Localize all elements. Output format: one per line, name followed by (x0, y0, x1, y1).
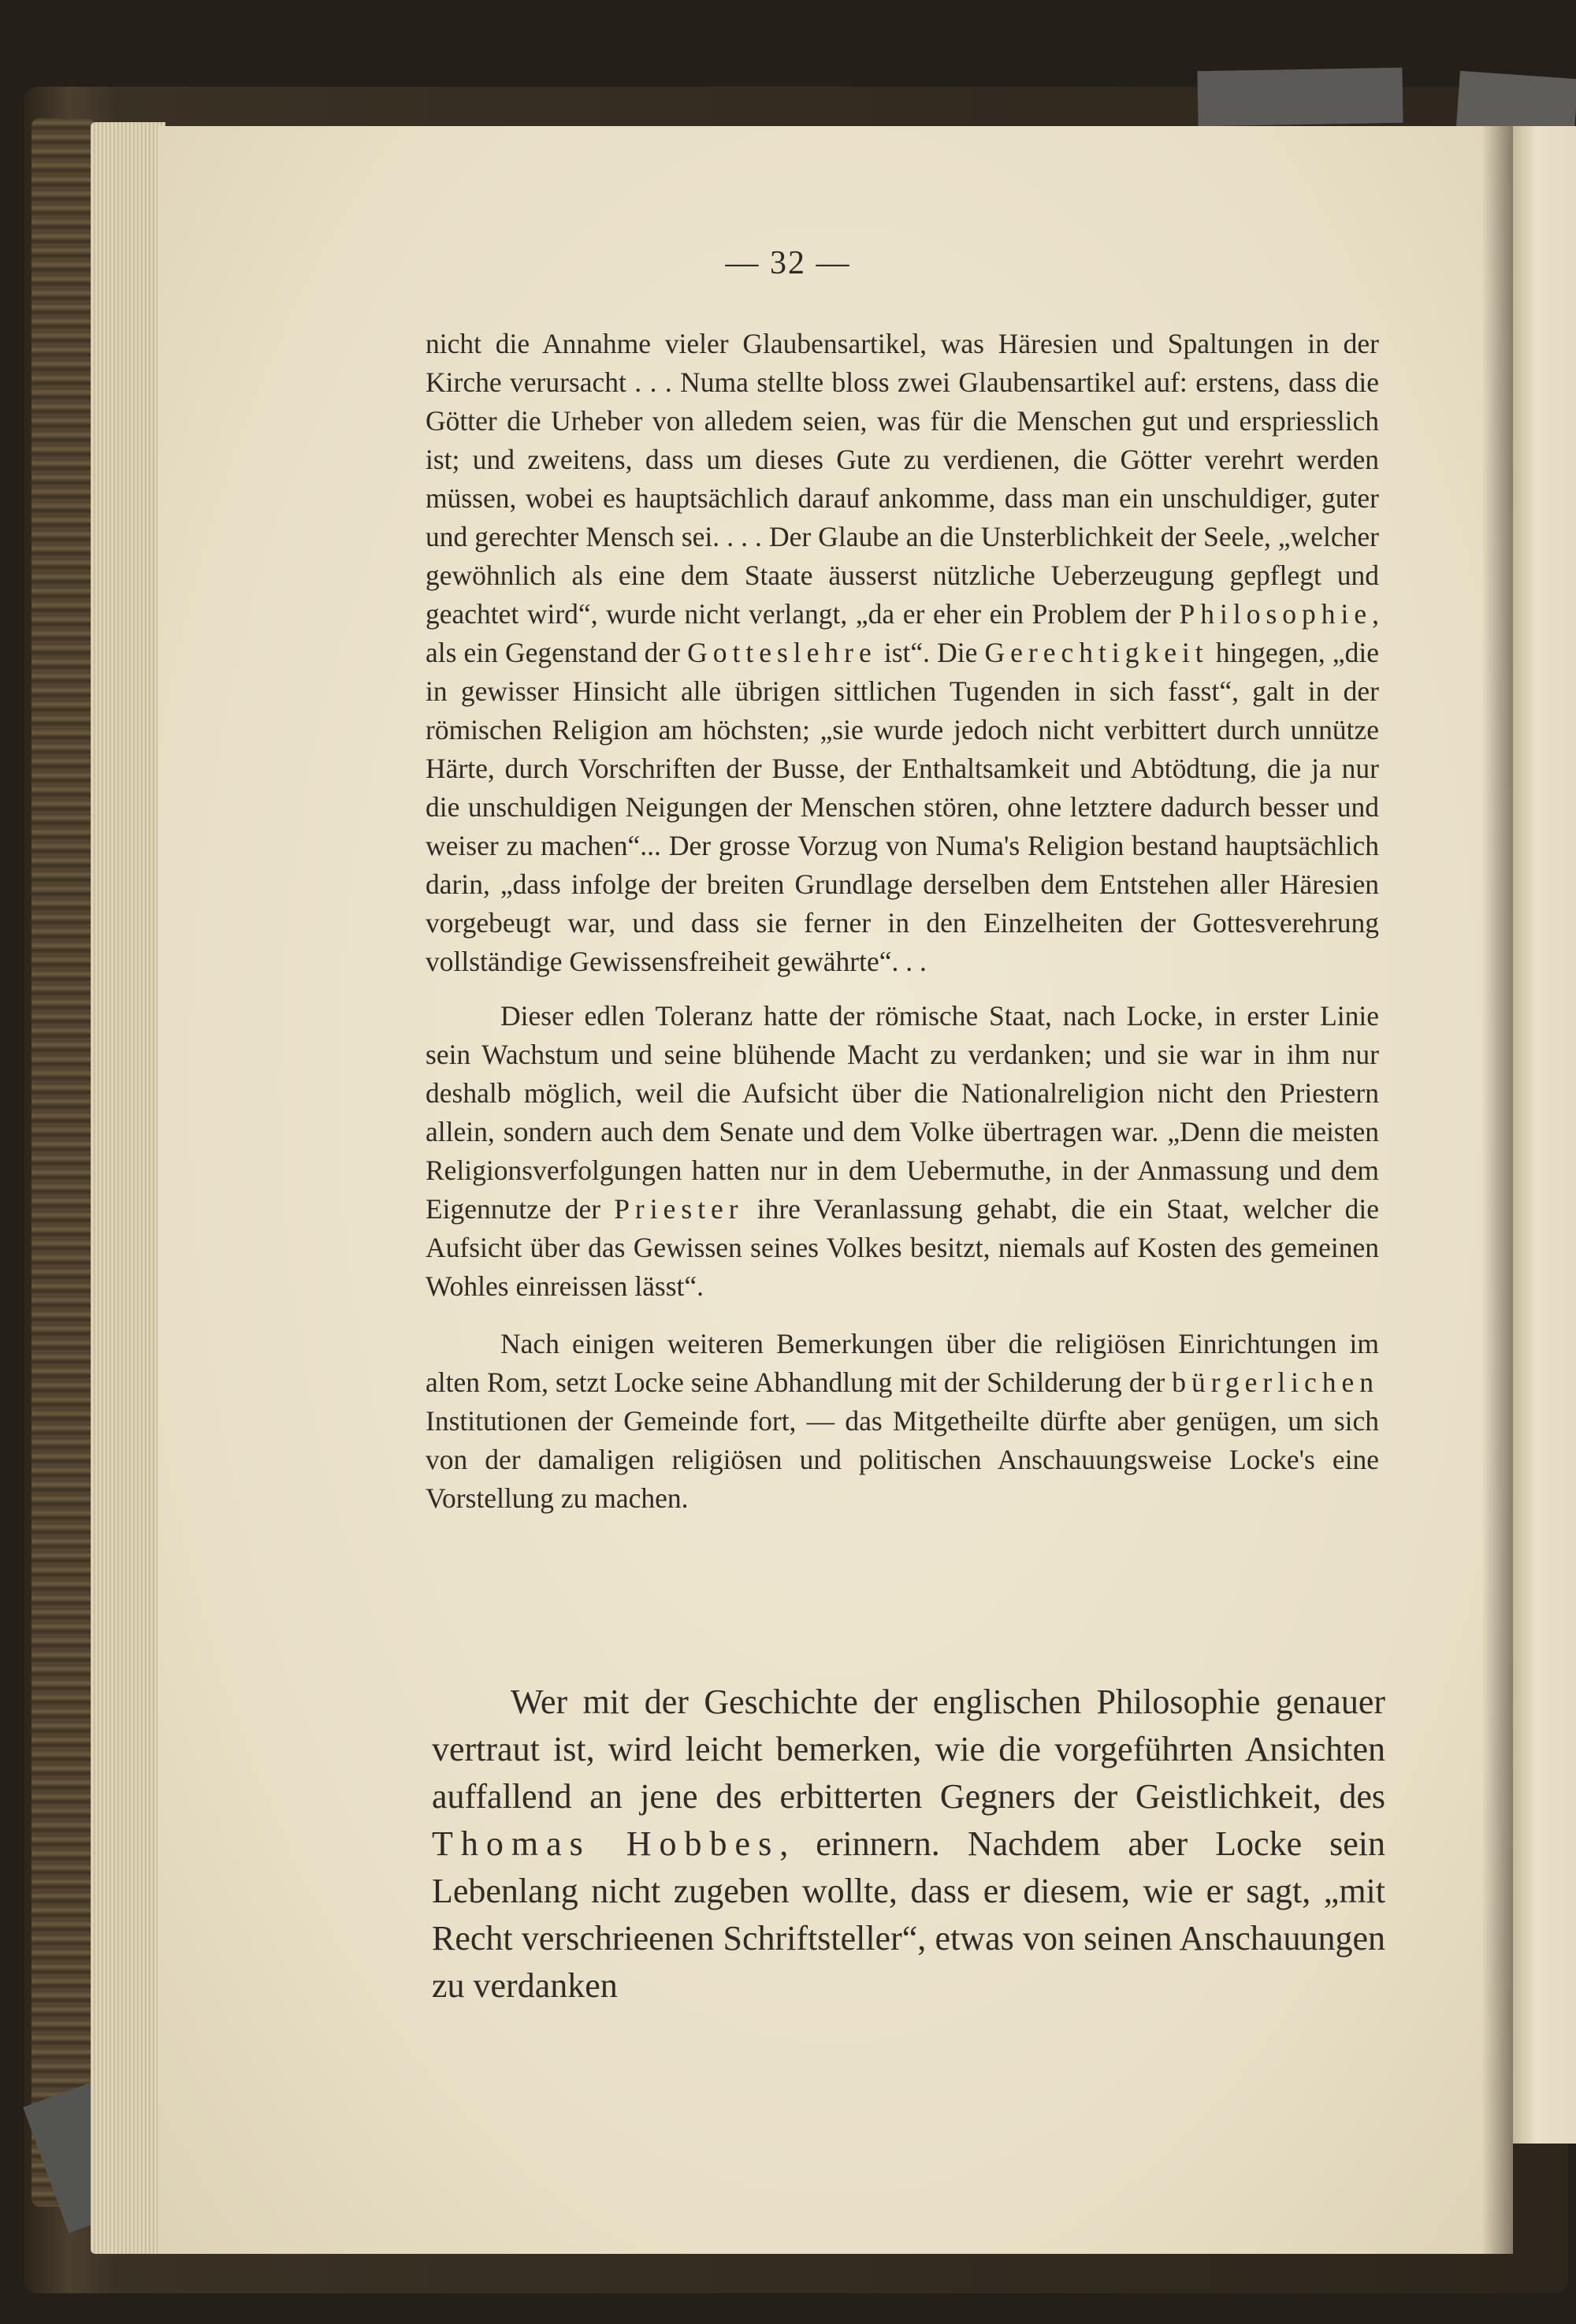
facing-page-edge (1509, 126, 1576, 2144)
emphasis-spaced: Gotteslehre (687, 637, 877, 668)
paragraph: Nach einigen weiteren Bemerkungen über die religiösen Einrichtungen im alten Rom, setzt Locke seine Abhandlung mit der Schilderung der bürgerlichen Institutionen der Gemeinde fort, — das Mitgetheilte dürfte aber genügen, um sich von der damaligen religiösen und politischen Anschauungsweise Locke's eine Vorstellung zu machen. (426, 1328, 1379, 1514)
page-edges (91, 122, 165, 2254)
emphasis-spaced: Priester (614, 1193, 744, 1225)
paragraph: nicht die Annahme vieler Glaubensartikel, was Häresien und Spaltungen in der Kirche verursacht . . . Numa stellte bloss zwei Glaubensartikel auf: erstens, dass die Götter die Urheber von alledem seien, was für die Menschen gut und erspriesslich ist; und zweitens, dass um dieses Gute zu verdienen, die Götter verehrt werden müssen, wobei es hauptsächlich darauf ankomme, dass man ein unschuldiger, guter und gerechter Mensch sei. . . . Der Glaube an die Unsterblichkeit der Seele, „welcher gewöhnlich als eine dem Staate äusserst nützliche Ueberzeugung gepflegt und geachtet wird“, wurde nicht verlangt, „da er eher ein Problem der Philosophie, als ein Gegenstand der Gotteslehre ist“. Die Gerechtigkeit hingegen, „die in gewisser Hinsicht alle übrigen sittlichen Tugenden in sich fasst“, galt in der römischen Religion am höchsten; „sie wurde jedoch nicht verbittert durch unnütze Härte, durch Vorschriften der Busse, der Enthaltsamkeit und Abtödtung, die ja nur die unschuldigen Neigungen der Menschen stören, ohne letztere dadurch besser und weiser zu machen“... Der grosse Vorzug von Numa's Religion bestand hauptsächlich darin, „dass infolge der breiten Grundlage derselben dem Entstehen aller Häresien vorgebeugt war, und dass sie ferner in den Einzelheiten der Gottesverehrung vollständige Gewissensfreiheit gewährte“. . . (426, 328, 1379, 977)
emphasis-spaced: Thomas Hobbes (432, 1824, 780, 1863)
book-spine (32, 118, 95, 2207)
emphasis-spaced: Gerechtigkeit (984, 637, 1209, 668)
binding-tape (1197, 68, 1403, 127)
emphasis-spaced: Philosophie (1179, 598, 1373, 630)
paragraph: Wer mit der Geschichte der englischen Philosophie genauer vertraut ist, wird leicht bemerken, wie die vorgeführten Ansichten auffallend an jene des erbitterten Gegners der Geistlichkeit, des Thomas Hobbes, erinnern. Nachdem aber Locke sein Lebenlang nicht zugeben wollte, dass er diesem, wie er sagt, „mit Recht verschrieenen Schriftsteller“, etwas von seinen Anschauungen zu verdanken (432, 1683, 1385, 2005)
body-text (426, 325, 1379, 1518)
paragraph: Dieser edlen Toleranz hatte der römische Staat, nach Locke, in erster Linie sein Wachstum und seine blühende Macht zu verdanken; und sie war in ihm nur deshalb möglich, weil die Aufsicht über die Nationalreligion nicht den Priestern allein, sondern auch dem Senate und dem Volke übertragen war. „Denn die meisten Religionsverfolgungen hatten nur in dem Uebermuthe, in der Anmassung und dem Eigennutze der Priester ihre Veranlassung gehabt, die ein Staat, welcher die Aufsicht über das Gewissen seines Volkes besitzt, niemals auf Kosten des gemeinen Wohles einreissen lässt“. (426, 1000, 1379, 1302)
body-text-large (432, 1679, 1385, 2010)
emphasis-spaced: bürgerlichen (1172, 1367, 1379, 1398)
gutter-shadow (1481, 126, 1513, 2254)
page-number: — 32 — (725, 245, 851, 281)
